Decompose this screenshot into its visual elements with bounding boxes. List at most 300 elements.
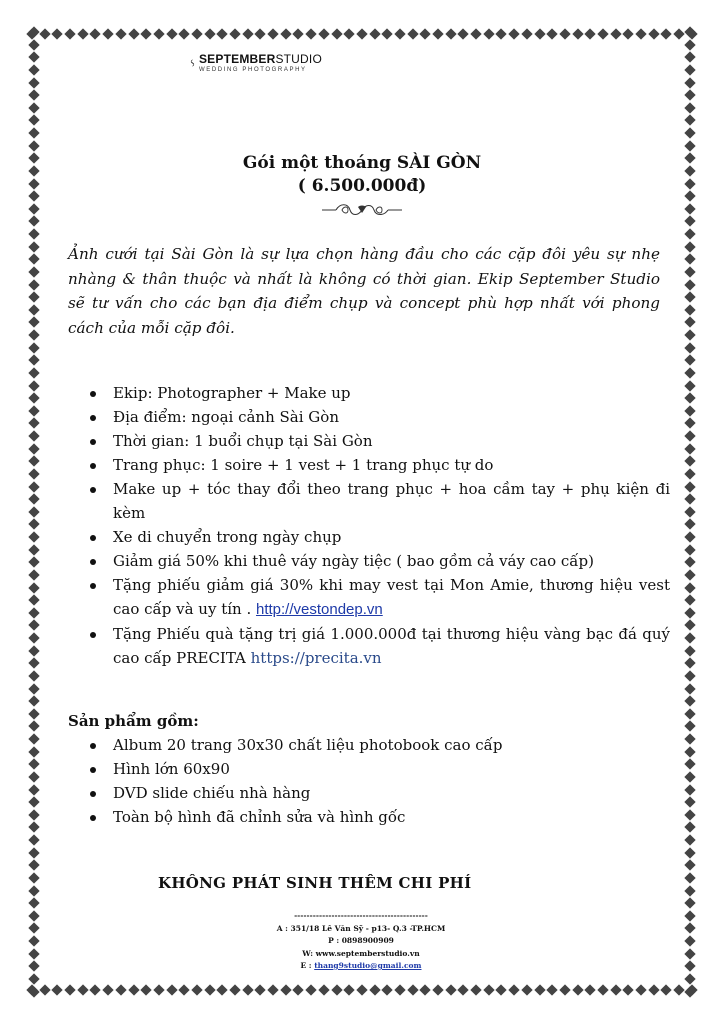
border-diamond-icon xyxy=(572,28,583,39)
border-diamond-icon xyxy=(255,984,266,995)
border-diamond-icon xyxy=(179,28,190,39)
border-diamond-icon xyxy=(684,26,695,37)
border-diamond-icon xyxy=(547,28,558,39)
border-diamond-icon xyxy=(28,784,39,795)
border-diamond-icon xyxy=(684,531,695,542)
border-diamond-icon xyxy=(382,28,393,39)
border-diamond-icon xyxy=(28,645,39,656)
border-diamond-icon xyxy=(28,897,39,908)
border-diamond-icon xyxy=(28,796,39,807)
border-diamond-icon xyxy=(28,721,39,732)
border-diamond-icon xyxy=(369,28,380,39)
border-diamond-icon xyxy=(191,28,202,39)
border-diamond-icon xyxy=(684,203,695,214)
border-diamond-icon xyxy=(28,632,39,643)
border-diamond-icon xyxy=(64,28,75,39)
feature-item xyxy=(90,622,670,670)
border-diamond-icon xyxy=(470,28,481,39)
feature-item xyxy=(90,453,670,477)
border-diamond-icon xyxy=(559,984,570,995)
border-diamond-icon xyxy=(64,984,75,995)
feature-text: Tặng phiếu giảm giá 30% khi may vest tại Mon Amie, thương hiệu vest cao cấp và uy tín . xyxy=(113,576,670,618)
border-diamond-icon xyxy=(684,746,695,757)
border-diamond-icon xyxy=(407,28,418,39)
border-diamond-icon xyxy=(684,961,695,972)
border-diamond-icon xyxy=(684,620,695,631)
border-diamond-icon xyxy=(28,115,39,126)
border-diamond-icon xyxy=(684,557,695,568)
border-diamond-icon xyxy=(28,759,39,770)
border-diamond-icon xyxy=(356,984,367,995)
border-diamond-icon xyxy=(28,695,39,706)
border-diamond-icon xyxy=(496,28,507,39)
product-text: Album 20 trang 30x30 chất liệu photobook cao cấp xyxy=(113,736,503,754)
border-diamond-icon xyxy=(684,809,695,820)
border-diamond-icon xyxy=(684,102,695,113)
border-top xyxy=(28,28,696,40)
border-diamond-icon xyxy=(28,418,39,429)
border-diamond-icon xyxy=(28,771,39,782)
border-diamond-icon xyxy=(115,28,126,39)
bullet-icon xyxy=(90,791,96,797)
border-diamond-icon xyxy=(684,228,695,239)
border-diamond-icon xyxy=(267,984,278,995)
border-diamond-icon xyxy=(445,984,456,995)
border-diamond-icon xyxy=(28,973,39,984)
contact-address: A : 351/18 Lê Văn Sỹ - p13- Q.3 -TP.HCM xyxy=(276,923,446,933)
border-diamond-icon xyxy=(534,28,545,39)
border-diamond-icon xyxy=(684,468,695,479)
border-diamond-icon xyxy=(28,216,39,227)
product-item xyxy=(90,757,670,781)
border-diamond-icon xyxy=(28,872,39,883)
border-diamond-icon xyxy=(684,582,695,593)
border-diamond-icon xyxy=(280,984,291,995)
border-diamond-icon xyxy=(28,847,39,858)
contact-email-link[interactable]: thang9studio@gmail.com xyxy=(314,961,422,970)
border-diamond-icon xyxy=(293,984,304,995)
border-diamond-icon xyxy=(318,984,329,995)
border-diamond-icon xyxy=(28,355,39,366)
border-diamond-icon xyxy=(28,493,39,504)
border-diamond-icon xyxy=(684,77,695,88)
no-extra-fee-notice: KHÔNG PHÁT SINH THÊM CHI PHÍ xyxy=(158,874,472,892)
border-diamond-icon xyxy=(684,279,695,290)
product-text: Toàn bộ hình đã chỉnh sửa và hình gốc xyxy=(113,808,406,826)
bullet-icon xyxy=(90,535,96,541)
border-diamond-icon xyxy=(684,519,695,530)
product-item xyxy=(90,805,670,829)
border-diamond-icon xyxy=(28,26,39,37)
border-diamond-icon xyxy=(28,885,39,896)
logo-subtitle: WEDDING PHOTOGRAPHY xyxy=(198,67,307,73)
border-diamond-icon xyxy=(623,28,634,39)
features-list xyxy=(90,381,670,670)
border-diamond-icon xyxy=(293,28,304,39)
border-diamond-icon xyxy=(684,632,695,643)
border-diamond-icon xyxy=(141,984,152,995)
border-diamond-icon xyxy=(534,984,545,995)
border-diamond-icon xyxy=(52,984,63,995)
border-diamond-icon xyxy=(115,984,126,995)
contact-block xyxy=(250,910,472,973)
border-diamond-icon xyxy=(102,28,113,39)
bullet-icon xyxy=(90,583,96,589)
bullet-icon xyxy=(90,463,96,469)
border-diamond-icon xyxy=(684,392,695,403)
products-heading: Sản phẩm gồm: xyxy=(68,712,199,730)
bullet-icon xyxy=(90,632,96,638)
border-diamond-icon xyxy=(267,28,278,39)
border-diamond-icon xyxy=(684,216,695,227)
border-diamond-icon xyxy=(684,329,695,340)
border-diamond-icon xyxy=(684,380,695,391)
border-diamond-icon xyxy=(369,984,380,995)
border-bottom xyxy=(28,984,696,996)
border-diamond-icon xyxy=(684,885,695,896)
contact-email-label: E : xyxy=(300,961,315,970)
border-diamond-icon xyxy=(28,367,39,378)
border-diamond-icon xyxy=(204,28,215,39)
border-diamond-icon xyxy=(28,531,39,542)
bullet-icon xyxy=(90,743,96,749)
border-diamond-icon xyxy=(684,317,695,328)
border-diamond-icon xyxy=(344,984,355,995)
border-diamond-icon xyxy=(28,834,39,845)
feature-item xyxy=(90,549,670,573)
border-diamond-icon xyxy=(28,127,39,138)
border-diamond-icon xyxy=(458,28,469,39)
border-diamond-icon xyxy=(28,544,39,555)
border-diamond-icon xyxy=(217,28,228,39)
border-diamond-icon xyxy=(28,670,39,681)
border-diamond-icon xyxy=(344,28,355,39)
border-diamond-icon xyxy=(684,935,695,946)
border-diamond-icon xyxy=(684,64,695,75)
border-diamond-icon xyxy=(684,847,695,858)
border-diamond-icon xyxy=(217,984,228,995)
ornament-divider-icon xyxy=(320,201,404,219)
border-diamond-icon xyxy=(28,935,39,946)
border-diamond-icon xyxy=(684,140,695,151)
border-diamond-icon xyxy=(77,28,88,39)
border-diamond-icon xyxy=(179,984,190,995)
border-diamond-icon xyxy=(684,645,695,656)
contact-phone: P : 0898900909 xyxy=(328,936,394,945)
feature-text: Xe di chuyển trong ngày chụp xyxy=(113,528,342,546)
feature-item xyxy=(90,525,670,549)
border-diamond-icon xyxy=(28,506,39,517)
product-item xyxy=(90,781,670,805)
border-diamond-icon xyxy=(28,456,39,467)
feature-text: Địa điểm: ngoại cảnh Sài Gòn xyxy=(113,408,339,426)
border-diamond-icon xyxy=(128,28,139,39)
logo-emblem-icon xyxy=(190,53,195,73)
border-diamond-icon xyxy=(28,443,39,454)
border-diamond-icon xyxy=(684,304,695,315)
border-diamond-icon xyxy=(28,77,39,88)
border-diamond-icon xyxy=(90,28,101,39)
border-diamond-icon xyxy=(191,984,202,995)
border-diamond-icon xyxy=(28,254,39,265)
feature-link[interactable]: https://precita.vn xyxy=(250,649,382,667)
border-diamond-icon xyxy=(684,430,695,441)
border-diamond-icon xyxy=(684,241,695,252)
bullet-icon xyxy=(90,559,96,565)
border-diamond-icon xyxy=(28,102,39,113)
border-diamond-icon xyxy=(684,948,695,959)
border-diamond-icon xyxy=(28,279,39,290)
border-diamond-icon xyxy=(28,291,39,302)
border-diamond-icon xyxy=(28,392,39,403)
border-diamond-icon xyxy=(28,430,39,441)
border-diamond-icon xyxy=(39,28,50,39)
border-diamond-icon xyxy=(661,28,672,39)
contact-separator: ------------------------------------------- xyxy=(294,911,428,920)
border-diamond-icon xyxy=(28,304,39,315)
border-diamond-icon xyxy=(684,670,695,681)
border-diamond-icon xyxy=(420,984,431,995)
border-diamond-icon xyxy=(610,28,621,39)
border-diamond-icon xyxy=(28,203,39,214)
border-diamond-icon xyxy=(483,28,494,39)
border-diamond-icon xyxy=(280,28,291,39)
border-diamond-icon xyxy=(597,984,608,995)
border-diamond-icon xyxy=(684,569,695,580)
feature-item xyxy=(90,429,670,453)
border-diamond-icon xyxy=(28,405,39,416)
border-diamond-icon xyxy=(547,984,558,995)
border-diamond-icon xyxy=(684,796,695,807)
border-diamond-icon xyxy=(28,822,39,833)
feature-text: Trang phục: 1 soire + 1 vest + 1 trang phục tự do xyxy=(113,456,494,474)
feature-text: Giảm giá 50% khi thuê váy ngày tiệc ( bao gồm cả váy cao cấp) xyxy=(113,552,594,570)
border-diamond-icon xyxy=(610,984,621,995)
border-diamond-icon xyxy=(684,973,695,984)
bullet-icon xyxy=(90,767,96,773)
border-diamond-icon xyxy=(684,695,695,706)
border-diamond-icon xyxy=(39,984,50,995)
border-diamond-icon xyxy=(521,28,532,39)
border-diamond-icon xyxy=(28,961,39,972)
border-diamond-icon xyxy=(623,984,634,995)
border-diamond-icon xyxy=(684,254,695,265)
border-diamond-icon xyxy=(684,291,695,302)
border-diamond-icon xyxy=(28,468,39,479)
border-diamond-icon xyxy=(445,28,456,39)
border-diamond-icon xyxy=(28,809,39,820)
border-diamond-icon xyxy=(684,834,695,845)
border-diamond-icon xyxy=(684,771,695,782)
feature-item xyxy=(90,405,670,429)
border-diamond-icon xyxy=(242,984,253,995)
border-diamond-icon xyxy=(458,984,469,995)
products-list xyxy=(90,733,670,829)
border-diamond-icon xyxy=(153,28,164,39)
border-diamond-icon xyxy=(684,52,695,63)
border-diamond-icon xyxy=(684,506,695,517)
border-diamond-icon xyxy=(684,658,695,669)
border-diamond-icon xyxy=(305,28,316,39)
border-diamond-icon xyxy=(28,569,39,580)
border-diamond-icon xyxy=(28,910,39,921)
border-diamond-icon xyxy=(684,897,695,908)
border-diamond-icon xyxy=(28,241,39,252)
border-diamond-icon xyxy=(28,557,39,568)
border-diamond-icon xyxy=(572,984,583,995)
border-diamond-icon xyxy=(684,39,695,50)
logo-name: SEPTEMBERSTUDIO xyxy=(198,52,322,66)
border-diamond-icon xyxy=(166,984,177,995)
border-diamond-icon xyxy=(635,984,646,995)
border-diamond-icon xyxy=(141,28,152,39)
border-diamond-icon xyxy=(684,910,695,921)
border-diamond-icon xyxy=(432,28,443,39)
border-diamond-icon xyxy=(635,28,646,39)
border-diamond-icon xyxy=(28,582,39,593)
feature-item xyxy=(90,477,670,525)
bullet-icon xyxy=(90,391,96,397)
bullet-icon xyxy=(90,487,96,493)
border-diamond-icon xyxy=(597,28,608,39)
border-diamond-icon xyxy=(28,140,39,151)
feature-text: Thời gian: 1 buổi chụp tại Sài Gòn xyxy=(113,432,373,450)
border-diamond-icon xyxy=(394,984,405,995)
feature-link[interactable]: http://vestondep.vn xyxy=(255,601,383,618)
intro-paragraph: Ảnh cưới tại Sài Gòn là sự lựa chọn hàng đầu cho các cặp đôi yêu sự nhẹ nhàng & thân thuộc và nhất là không có thời gian. Ekip September Studio sẽ tư vấn cho các bạn địa điểm chụp và concept phù hợp nhất với phong cách của mỗi cặp đôi. xyxy=(68,245,660,337)
border-diamond-icon xyxy=(318,28,329,39)
border-diamond-icon xyxy=(559,28,570,39)
border-diamond-icon xyxy=(684,127,695,138)
border-diamond-icon xyxy=(229,28,240,39)
border-diamond-icon xyxy=(684,89,695,100)
border-diamond-icon xyxy=(684,721,695,732)
border-diamond-icon xyxy=(28,708,39,719)
border-diamond-icon xyxy=(684,986,695,997)
feature-text: Ekip: Photographer + Make up xyxy=(113,384,351,402)
border-diamond-icon xyxy=(684,784,695,795)
border-diamond-icon xyxy=(28,746,39,757)
border-diamond-icon xyxy=(585,28,596,39)
product-text: DVD slide chiếu nhà hàng xyxy=(113,784,311,802)
feature-item xyxy=(90,573,670,622)
border-diamond-icon xyxy=(28,481,39,492)
feature-text: Tặng Phiếu quà tặng trị giá 1.000.000đ tại thương hiệu vàng bạc đá quý cao cấp PRECITA xyxy=(113,625,670,667)
border-diamond-icon xyxy=(684,544,695,555)
border-diamond-icon xyxy=(684,493,695,504)
border-diamond-icon xyxy=(684,266,695,277)
feature-text: Make up + tóc thay đổi theo trang phục + hoa cầm tay + phụ kiện đi kèm xyxy=(113,480,670,522)
border-diamond-icon xyxy=(102,984,113,995)
border-diamond-icon xyxy=(684,342,695,353)
border-diamond-icon xyxy=(255,28,266,39)
border-diamond-icon xyxy=(684,607,695,618)
border-diamond-icon xyxy=(28,329,39,340)
border-diamond-icon xyxy=(90,984,101,995)
border-diamond-icon xyxy=(684,708,695,719)
border-diamond-icon xyxy=(128,984,139,995)
border-diamond-icon xyxy=(648,984,659,995)
border-diamond-icon xyxy=(684,822,695,833)
border-diamond-icon xyxy=(28,380,39,391)
border-diamond-icon xyxy=(28,658,39,669)
border-diamond-icon xyxy=(432,984,443,995)
border-diamond-icon xyxy=(684,367,695,378)
border-diamond-icon xyxy=(305,984,316,995)
border-diamond-icon xyxy=(684,405,695,416)
product-text: Hình lớn 60x90 xyxy=(113,760,230,778)
border-diamond-icon xyxy=(28,519,39,530)
contact-website: W: www.septemberstudio.vn xyxy=(302,948,420,958)
border-diamond-icon xyxy=(496,984,507,995)
border-diamond-icon xyxy=(28,52,39,63)
border-diamond-icon xyxy=(28,860,39,871)
border-diamond-icon xyxy=(394,28,405,39)
border-diamond-icon xyxy=(684,481,695,492)
border-diamond-icon xyxy=(684,594,695,605)
border-diamond-icon xyxy=(648,28,659,39)
border-diamond-icon xyxy=(684,733,695,744)
border-diamond-icon xyxy=(153,984,164,995)
border-diamond-icon xyxy=(508,984,519,995)
border-diamond-icon xyxy=(28,733,39,744)
border-diamond-icon xyxy=(470,984,481,995)
bullet-icon xyxy=(90,415,96,421)
border-diamond-icon xyxy=(28,266,39,277)
border-diamond-icon xyxy=(407,984,418,995)
border-diamond-icon xyxy=(684,683,695,694)
border-diamond-icon xyxy=(166,28,177,39)
border-diamond-icon xyxy=(28,923,39,934)
border-diamond-icon xyxy=(684,418,695,429)
border-diamond-icon xyxy=(420,28,431,39)
border-diamond-icon xyxy=(684,872,695,883)
border-diamond-icon xyxy=(28,594,39,605)
border-diamond-icon xyxy=(508,28,519,39)
package-title: Gói một thoáng SÀI GÒN xyxy=(242,153,482,173)
border-diamond-icon xyxy=(331,984,342,995)
border-diamond-icon xyxy=(28,986,39,997)
package-price: ( 6.500.000đ) xyxy=(297,176,427,196)
feature-item xyxy=(90,381,670,405)
border-diamond-icon xyxy=(585,984,596,995)
border-diamond-icon xyxy=(684,115,695,126)
border-diamond-icon xyxy=(356,28,367,39)
border-diamond-icon xyxy=(28,39,39,50)
border-diamond-icon xyxy=(483,984,494,995)
border-diamond-icon xyxy=(684,456,695,467)
border-diamond-icon xyxy=(28,948,39,959)
border-diamond-icon xyxy=(28,317,39,328)
border-diamond-icon xyxy=(28,342,39,353)
border-diamond-icon xyxy=(521,984,532,995)
product-item xyxy=(90,733,670,757)
contact-email-row xyxy=(250,960,472,973)
border-diamond-icon xyxy=(28,683,39,694)
border-diamond-icon xyxy=(28,89,39,100)
border-diamond-icon xyxy=(229,984,240,995)
border-diamond-icon xyxy=(331,28,342,39)
border-diamond-icon xyxy=(684,860,695,871)
border-diamond-icon xyxy=(382,984,393,995)
bullet-icon xyxy=(90,439,96,445)
border-diamond-icon xyxy=(204,984,215,995)
border-diamond-icon xyxy=(52,28,63,39)
border-diamond-icon xyxy=(684,355,695,366)
bullet-icon xyxy=(90,815,96,821)
studio-logo xyxy=(190,50,322,76)
border-diamond-icon xyxy=(242,28,253,39)
